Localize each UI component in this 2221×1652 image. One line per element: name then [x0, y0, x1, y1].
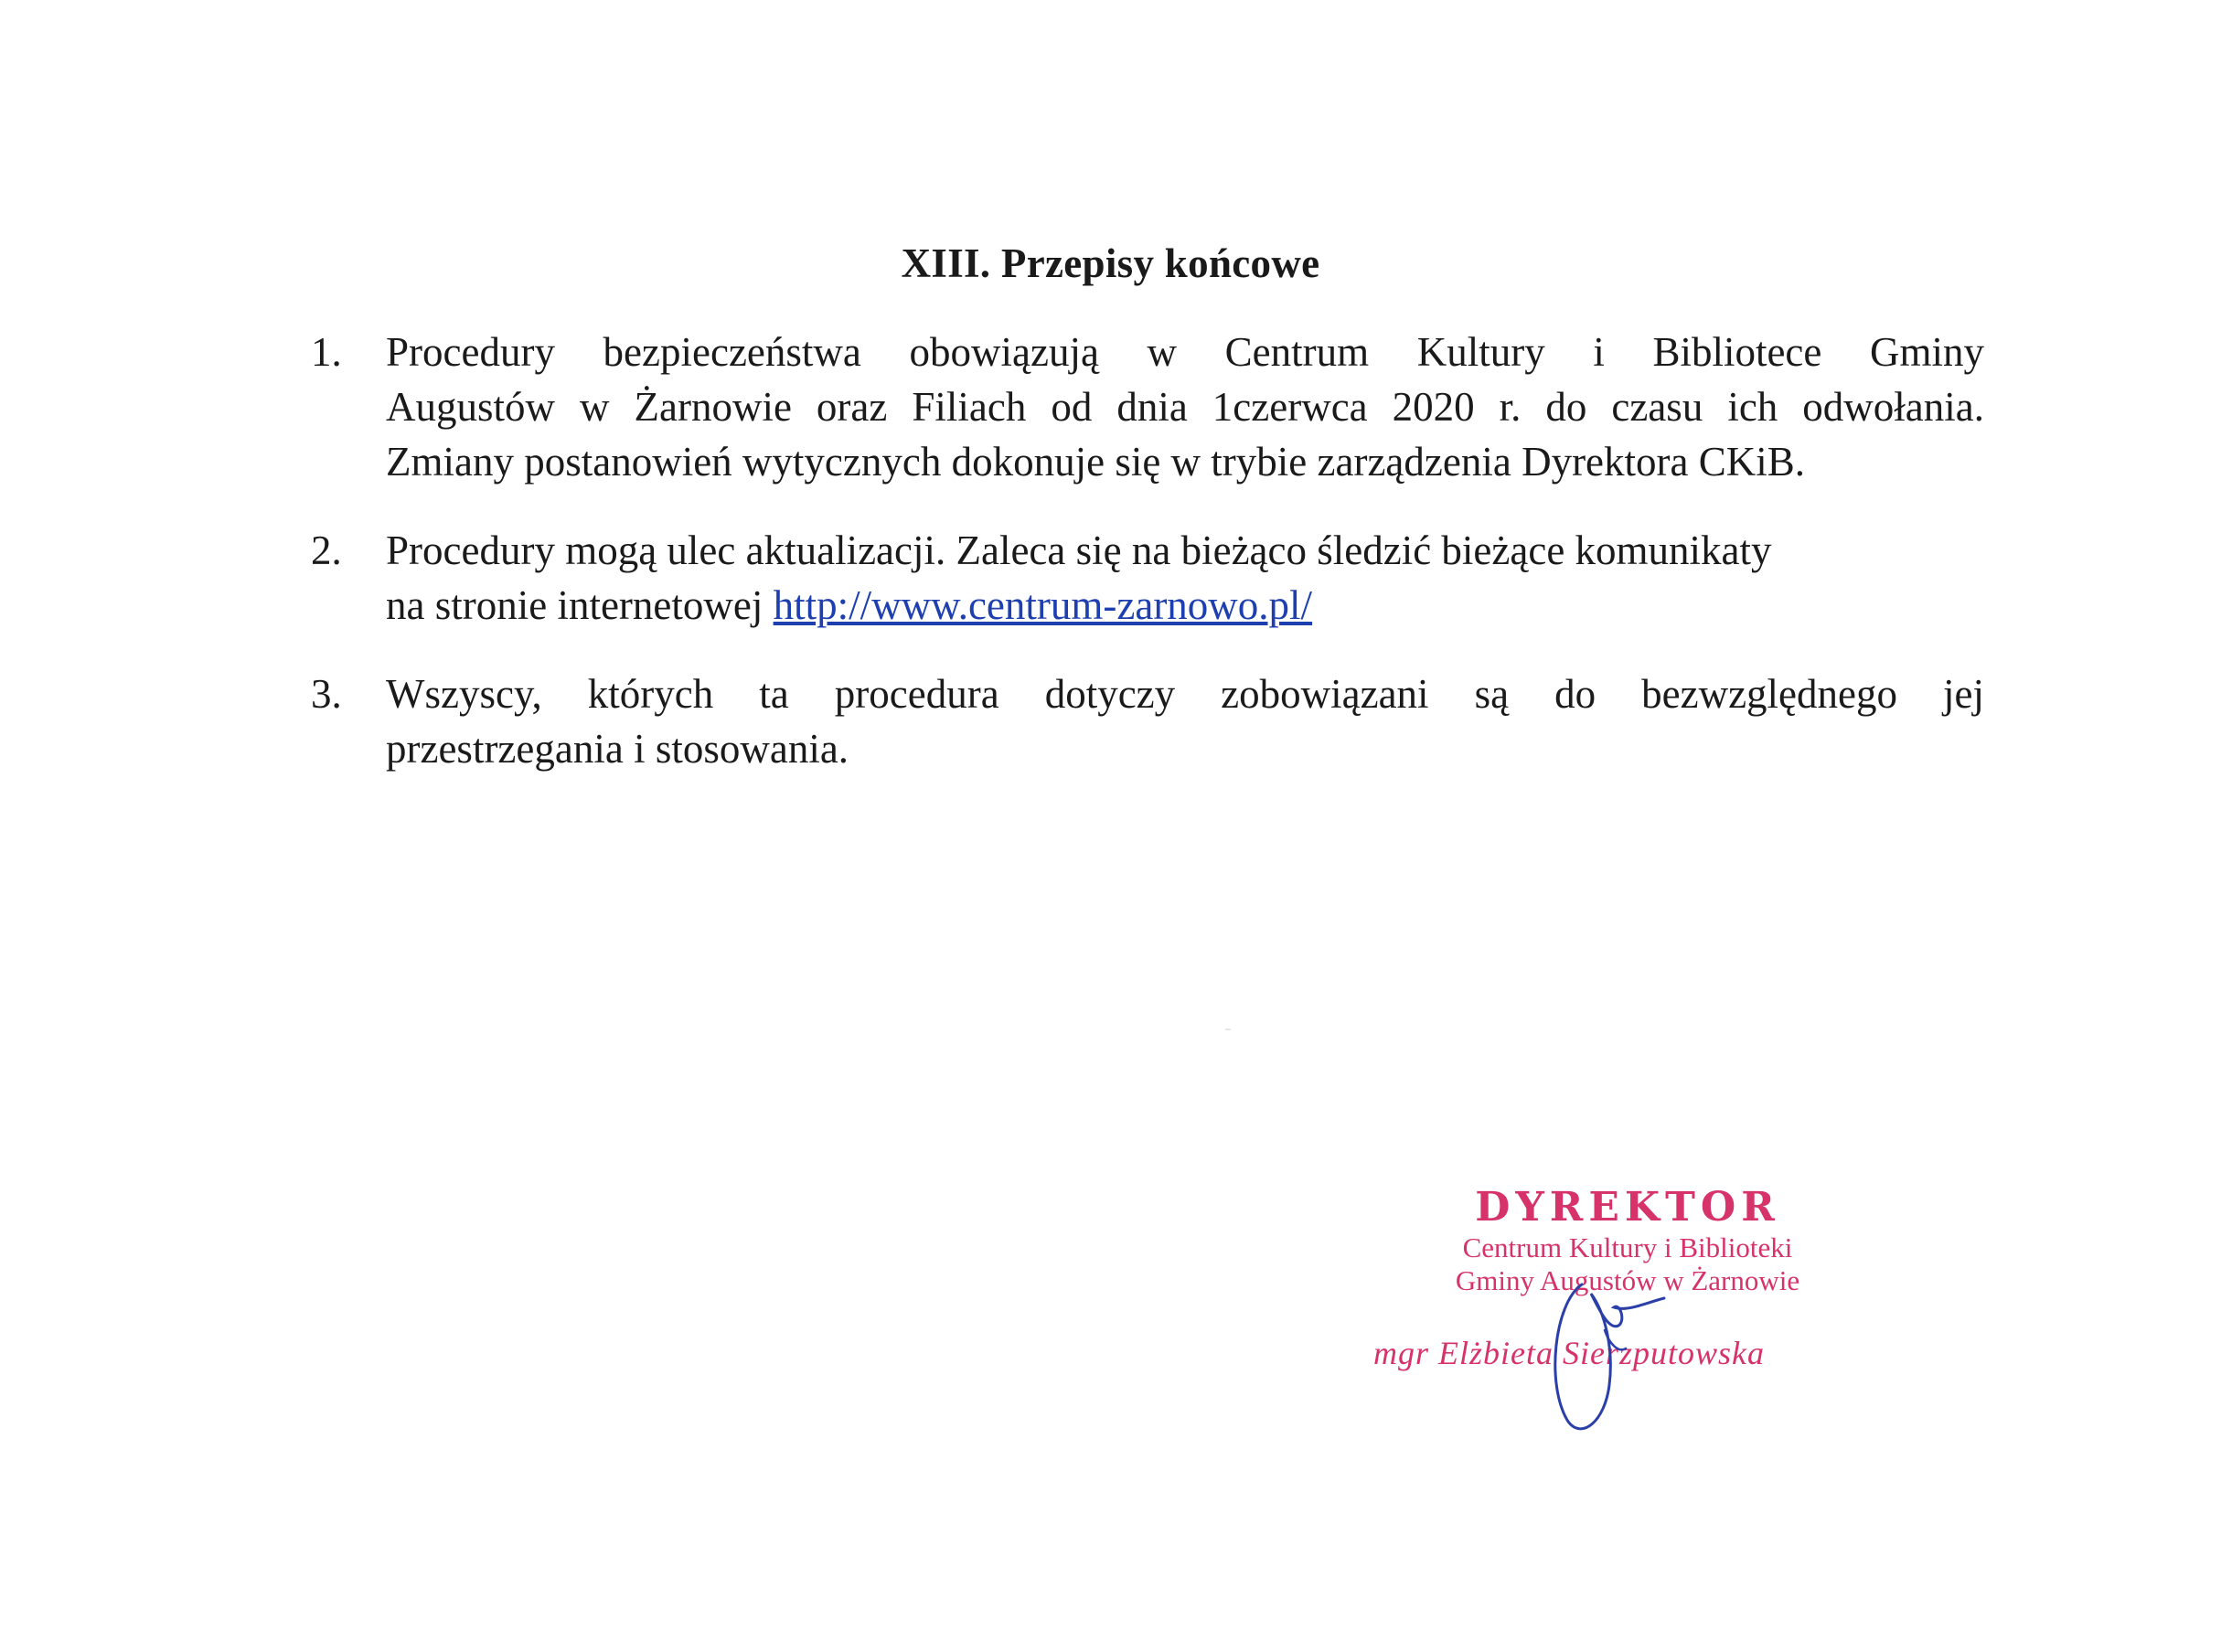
item-line: Zmiany postanowień wytycznych dokonuje się w trybie zarządzenia Dyrektora CKiB.	[386, 439, 1806, 485]
item-number: 3.	[311, 671, 342, 717]
item-line-prefix: na stronie internetowej	[386, 582, 774, 628]
item-text	[386, 325, 1984, 489]
list-item	[311, 325, 1984, 489]
provisions-list	[311, 325, 1984, 810]
item-line: Procedury mogą ulec aktualizacji. Zaleca się na bieżąco śledzić bieżące komunikaty	[386, 528, 1772, 573]
item-line: Wszyscy, których ta procedura dotyczy zobowiązani są do bezwzględnego jej	[386, 671, 1984, 717]
stamp-title: DYREKTOR	[1475, 1184, 1780, 1231]
item-line: Procedury bezpieczeństwa obowiązują w Centrum Kultury i Bibliotece Gminy	[386, 329, 1984, 375]
list-item	[311, 523, 1984, 633]
website-link[interactable]: http://www.centrum-zarnowo.pl/	[773, 582, 1313, 628]
stamp-institution-line: Gminy Augustów w Żarnowie	[1455, 1264, 1800, 1296]
item-text	[386, 666, 1984, 776]
signature-stroke	[1555, 1284, 1664, 1429]
section-heading: XIII. Przepisy końcowe	[901, 240, 1320, 286]
item-number: 1.	[311, 329, 342, 375]
stamp-name: mgr Elżbieta Sierzputowska	[1373, 1335, 1765, 1371]
stamp-institution-line: Centrum Kultury i Biblioteki	[1462, 1231, 1793, 1263]
item-text	[386, 523, 1984, 633]
list-item	[311, 666, 1984, 776]
scan-artifact	[1225, 1029, 1231, 1030]
item-number: 2.	[311, 528, 342, 573]
item-line: Augustów w Żarnowie oraz Filiach od dnia 1czerwca 2020 r. do czasu ich odwołania.	[386, 384, 1984, 430]
item-line	[386, 578, 1984, 633]
item-line: przestrzegania i stosowania.	[386, 726, 849, 772]
handwritten-signature	[1518, 1275, 1682, 1440]
